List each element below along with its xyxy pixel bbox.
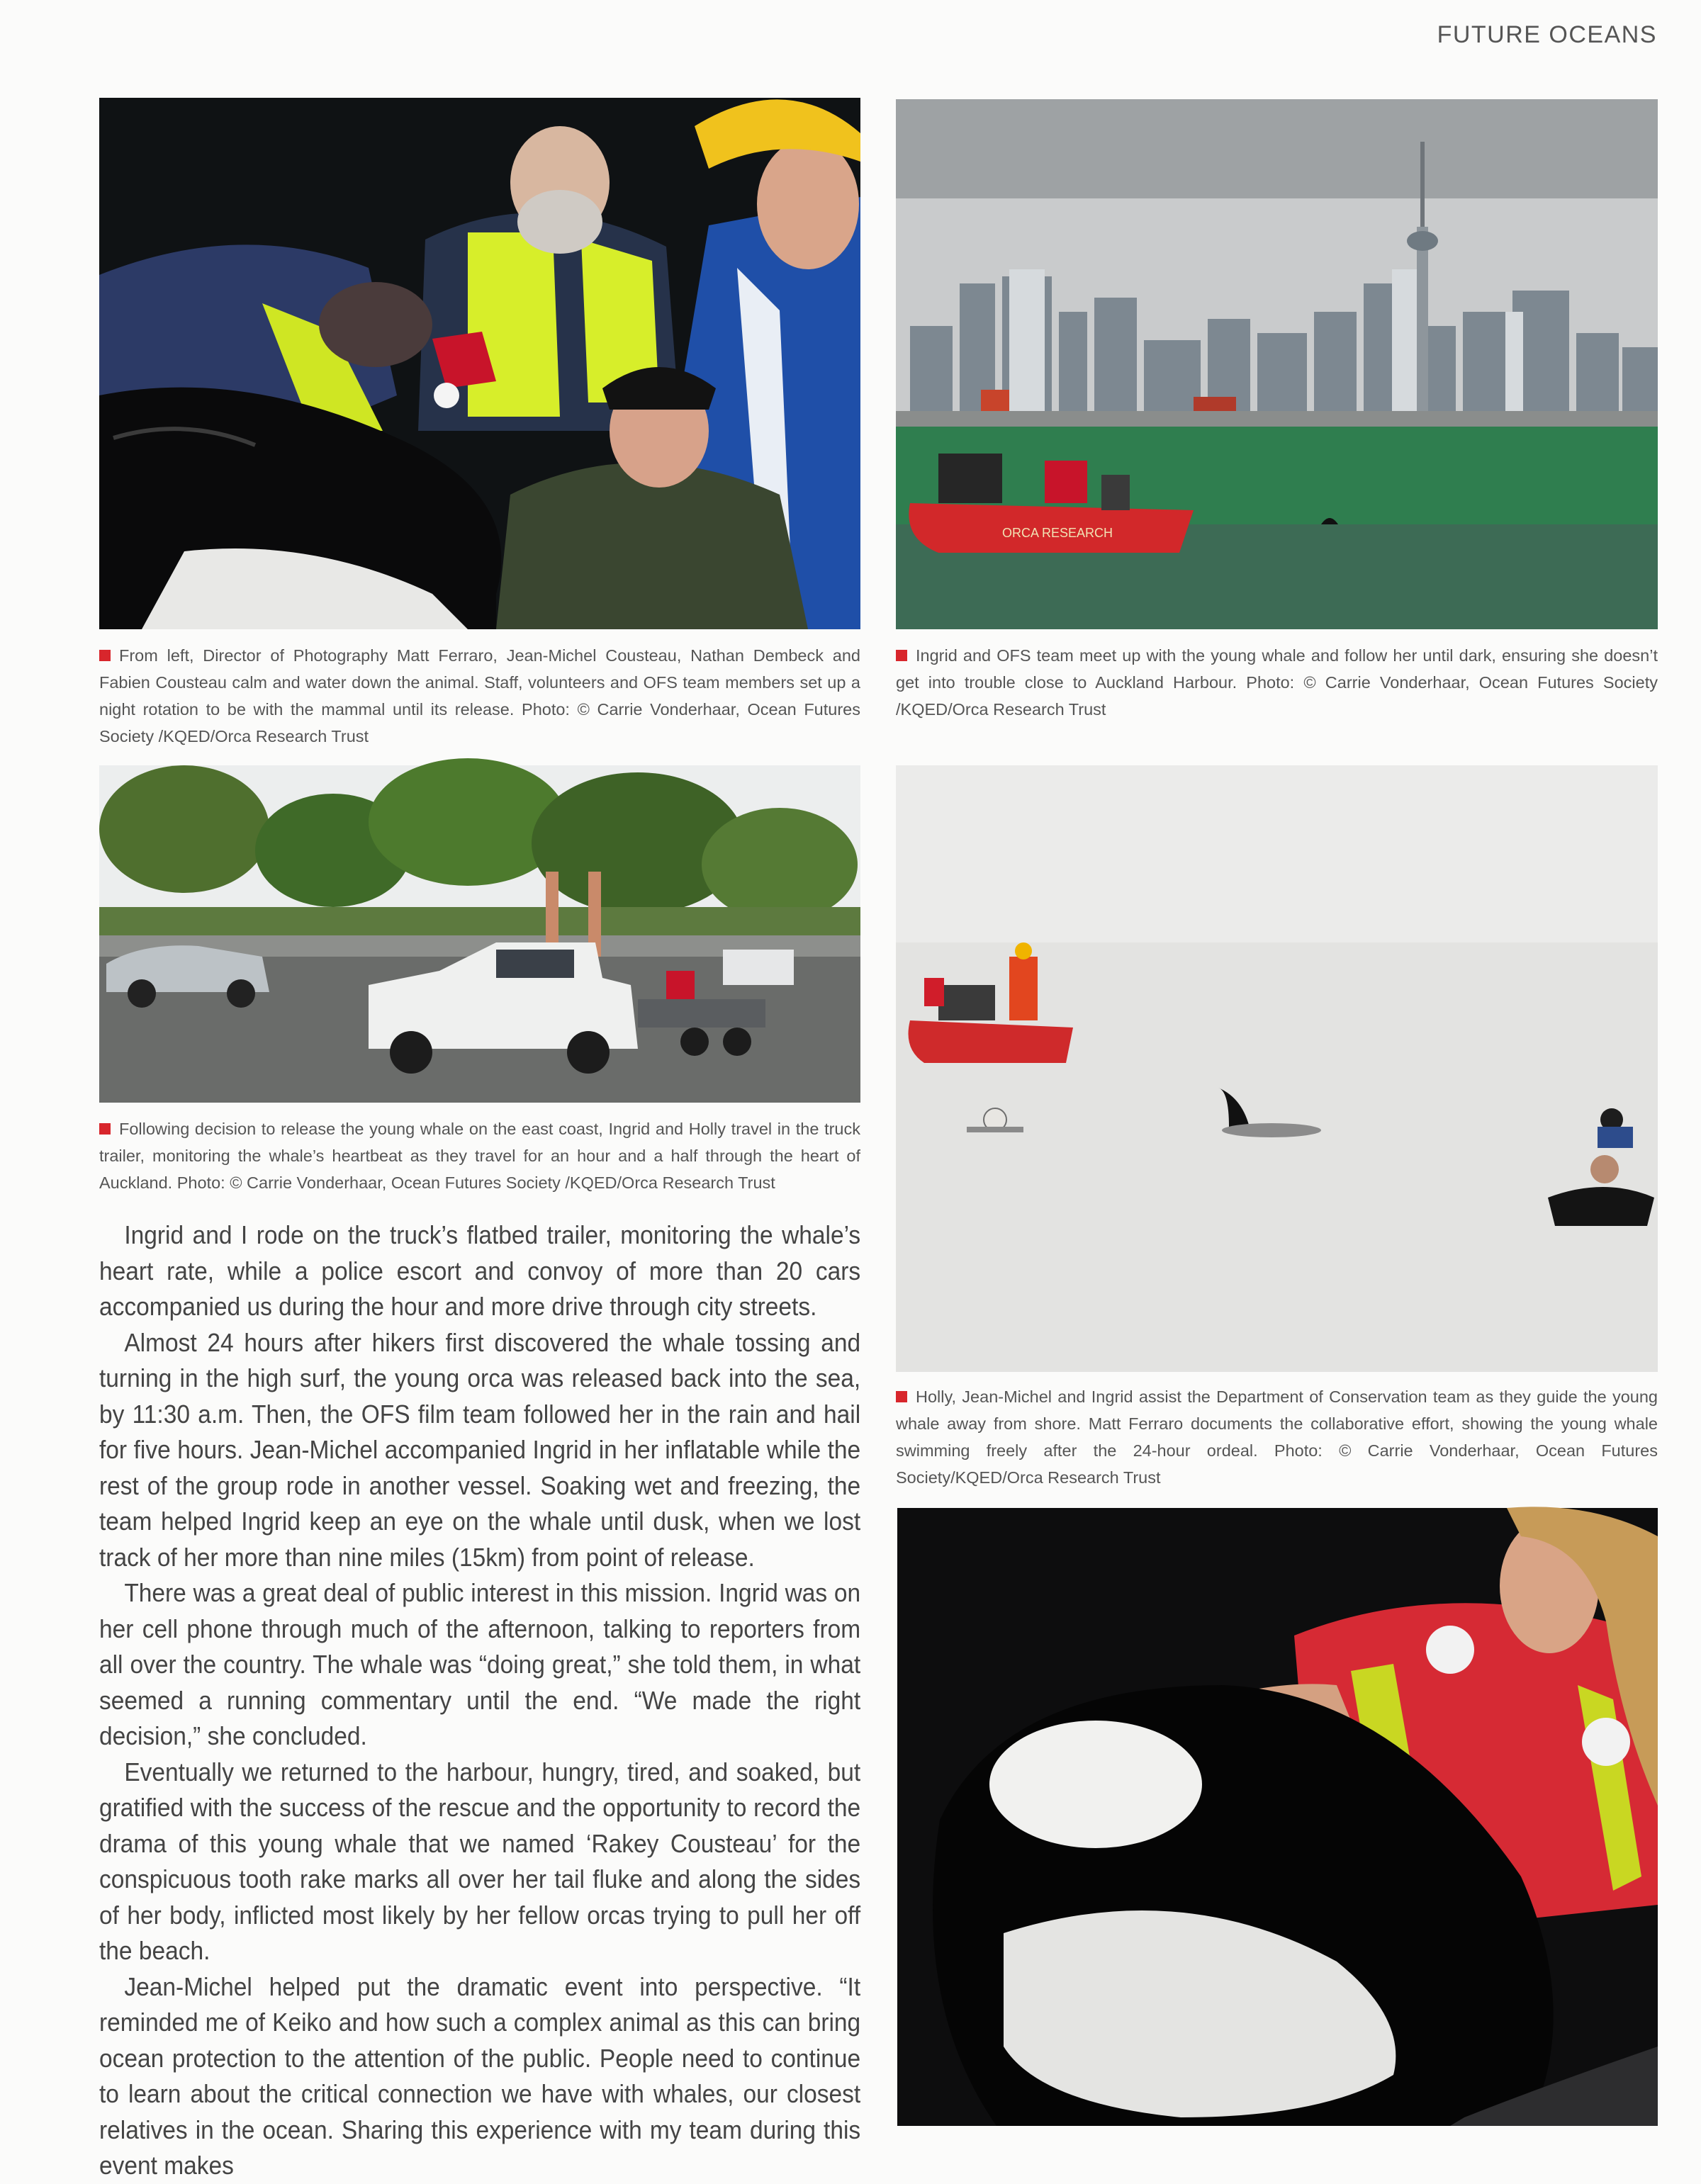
body-paragraph: Jean-Michel helped put the dramatic event into perspective. “It reminded me of Keiko and how such a complex animal as this can bring ocean protection to the attention of the public. People need to continue to learn about the critical connection we have with whales, our closest relatives in the ocean. Sharing this experience with my team during this event makes (99, 1971, 861, 2180)
photo-truck (99, 765, 860, 1103)
body-paragraph: Ingrid and I rode on the truck’s flatbed trailer, monitoring the whale’s heart rate, while a police escort and convoy of more than 20 cars accompanied us during the hour and more drive through city streets. (99, 1220, 861, 1321)
photo-harbour (896, 99, 1658, 629)
caption-photo4: Holly, Jean-Michel and Ingrid assist the Department of Conservation team as they guide the young whale away from shore. Matt Ferraro documents the collaborative effort, showing the young whale swimming freely after the 24-hour ordeal. Photo: © Carrie Vonderhaar, Ocean Futures Society/KQED/Orca Research Trust (896, 1387, 1658, 1487)
caption-bullet (99, 1123, 111, 1135)
caption-photo1: From left, Director of Photography Matt Ferraro, Jean-Michel Cousteau, Nathan Dembeck and Fabien Cousteau calm and water down the animal. Staff, volunteers and OFS team members set up a night rotation to be with the mammal until its release. Photo: © Carrie Vonderhaar, Ocean Futures Society /KQED/Orca Research Trust (99, 646, 860, 745)
caption-bullet (896, 1391, 907, 1402)
photo-release (896, 765, 1658, 1372)
caption-photo3: Following decision to release the young whale on the east coast, Ingrid and Holly travel in the truck trailer, monitoring the whale’s heartbeat as they travel for an hour and a half through the heart of Auckland. Photo: © Carrie Vonderhaar, Ocean Futures Society /KQED/Orca Research Trust (99, 1120, 860, 1192)
caption-bullet (896, 650, 907, 661)
photo-night-team (99, 98, 860, 629)
boat-text: ORCA RESEARCH (1002, 526, 1113, 540)
section-label: FUTURE OCEANS (1437, 21, 1657, 48)
body-paragraph: Almost 24 hours after hikers first discovered the whale tossing and turning in the high surf, the young orca was released back into the sea, by 11:30 a.m. Then, the OFS film team followed her in the rain and hail for five hours. Jean-Michel accompanied Ingrid in her inflatable while the rest of the group rode in another vessel. Soaking wet and freezing, the team helped Ingrid keep an eye on the whale until dusk, when we lost track of her more than nine miles (15km) from point of release. (99, 1327, 861, 1572)
caption-bullet (99, 650, 111, 661)
caption-photo2: Ingrid and OFS team meet up with the young whale and follow her until dark, ensuring she doesn’t get into trouble close to Auckland Harbour. Photo: © Carrie Vonderhaar, Ocean Futures Society /KQED/Orca Research Trust (896, 646, 1658, 719)
photo-ingrid-orca (897, 1508, 1658, 2126)
body-paragraph: Eventually we returned to the harbour, hungry, tired, and soaked, but gratified with the success of the rescue and the opportunity to record the drama of this young whale that we named ‘Rakey Cousteau’ for the conspicuous tooth rake marks all over her tail fluke and along the sides of her body, inflicted most likely by her fellow orcas trying to pull her off the beach. (99, 1757, 861, 1965)
article-body (99, 1217, 861, 2180)
body-paragraph: There was a great deal of public interest in this mission. Ingrid was on her cell phone through much of the afternoon, talking to reporters from all over the country. The whale was “doing great,” she told them, in what seemed a running commentary until the end. “We made the right decision,” she concluded. (99, 1578, 861, 1750)
